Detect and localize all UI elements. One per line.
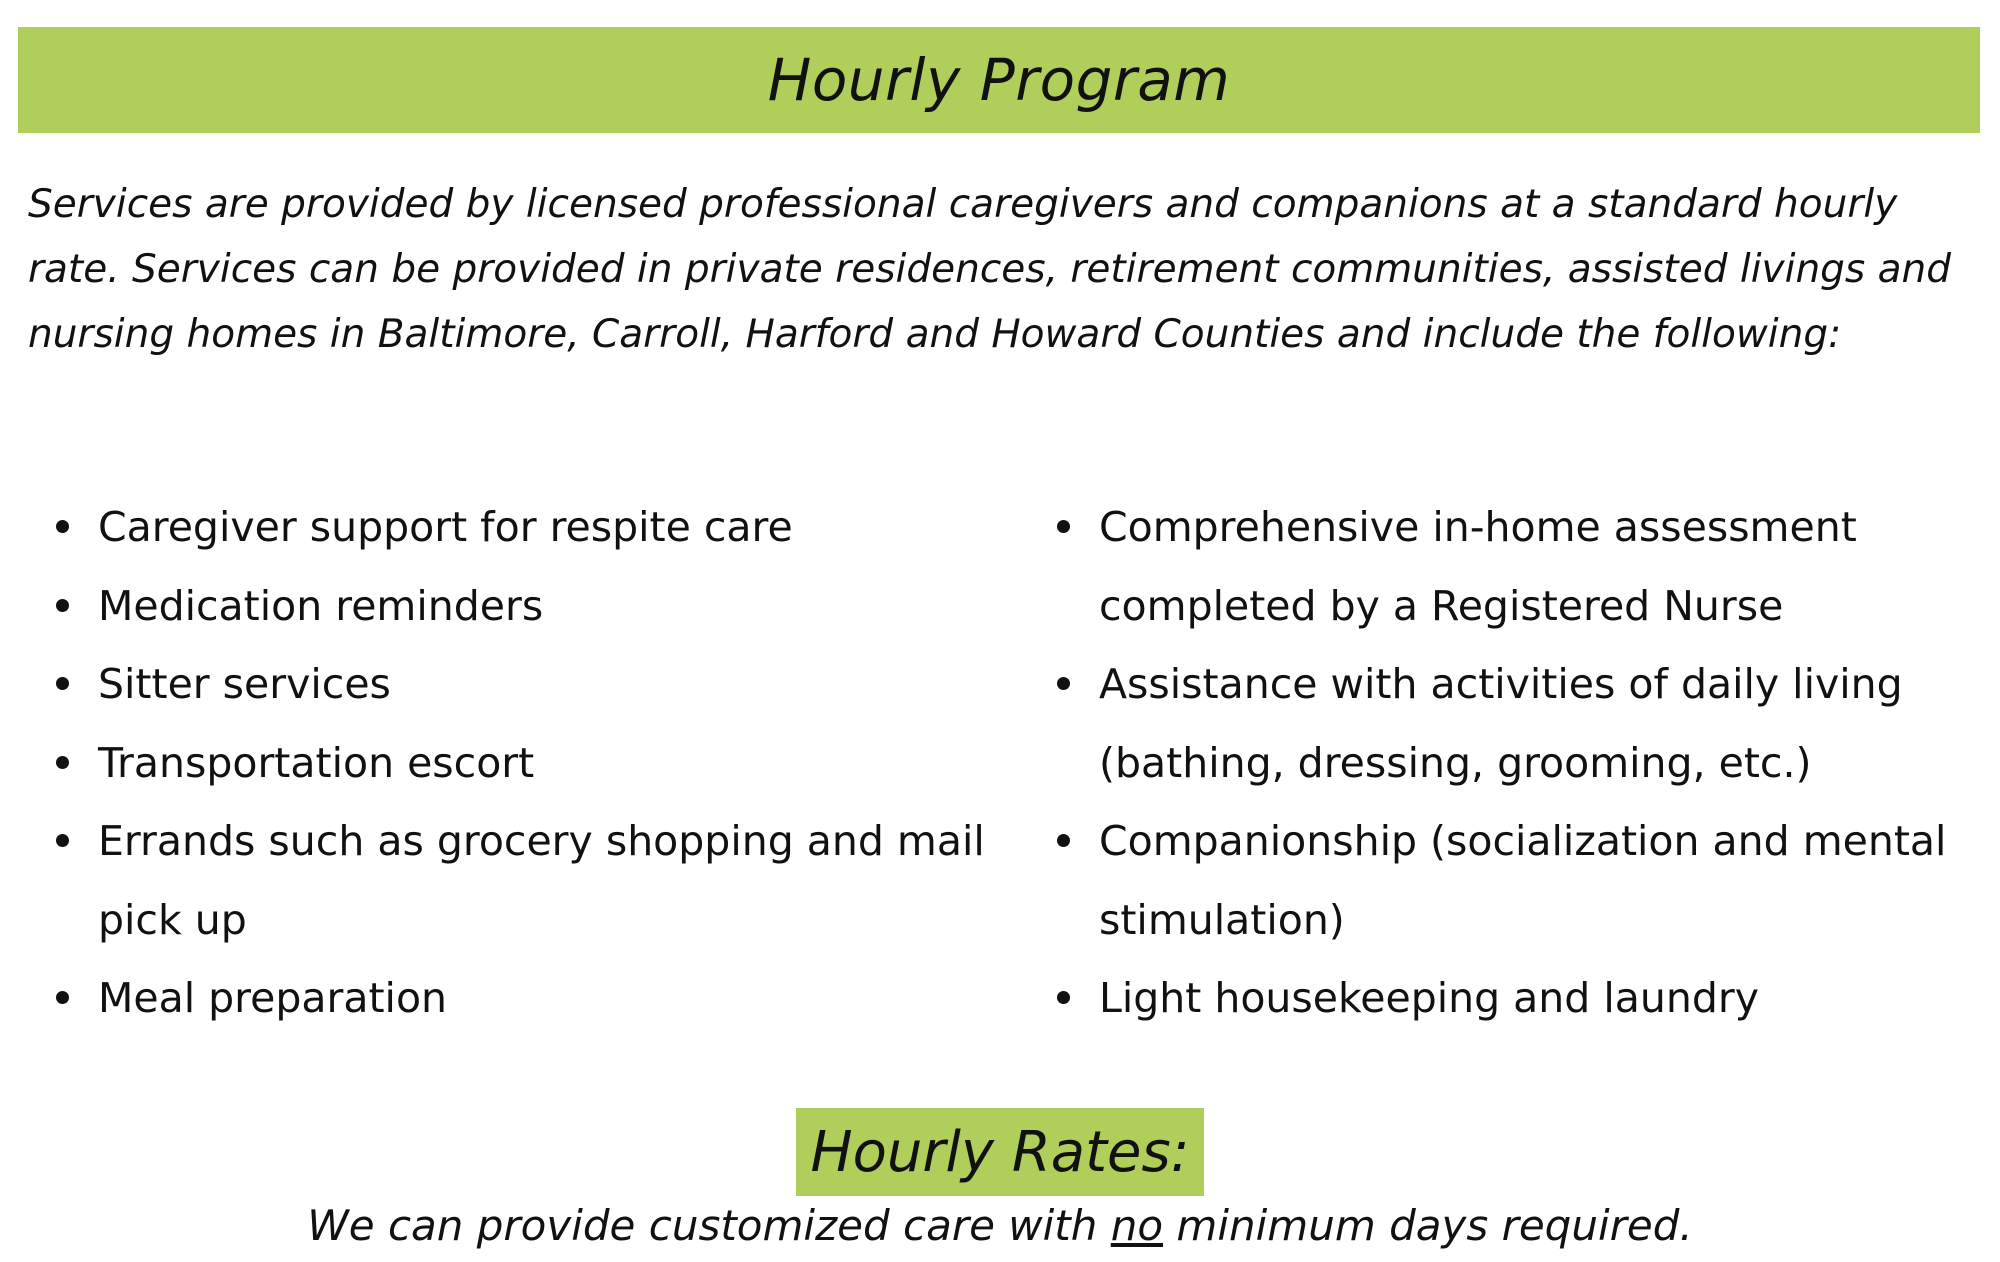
bullet-icon	[56, 991, 69, 1004]
bullet-icon	[1057, 520, 1070, 533]
list-item-text: Meal preparation	[98, 974, 448, 1022]
rates-note-end: minimum days required.	[1163, 1201, 1693, 1250]
rates-heading-wrap	[0, 1108, 2000, 1196]
services-list-left	[54, 488, 1004, 1038]
rates-note-emphasis: no	[1110, 1201, 1164, 1250]
bullet-icon	[56, 756, 69, 769]
rates-note-start: We can provide customized care with	[307, 1201, 1111, 1250]
bullet-icon	[56, 677, 69, 690]
list-item-text: Light housekeeping and laundry	[1099, 974, 1759, 1022]
list-item-text: Errands such as grocery shopping and mail pick up	[98, 817, 985, 944]
list-item	[54, 959, 1004, 1038]
page-title: Hourly Program	[767, 46, 1231, 114]
bullet-icon	[1057, 834, 1070, 847]
bullet-icon	[56, 834, 69, 847]
list-item	[54, 645, 1004, 724]
list-item-text: Sitter services	[98, 660, 391, 708]
list-item-text: Caregiver support for respite care	[98, 503, 793, 551]
list-item	[1055, 959, 1985, 1038]
list-item-text: Medication reminders	[98, 581, 544, 630]
bullet-icon	[1057, 991, 1070, 1004]
list-item-text: Companionship (socialization and mental stimulation)	[1099, 817, 1947, 944]
list-item-text: Transportation escort	[98, 738, 535, 787]
rates-heading: Hourly Rates:	[796, 1108, 1203, 1196]
intro-paragraph: Services are provided by licensed professional caregivers and companions at a standard hourly rate. Services can be provided in private residences, retirement communities, assisted livings and nursing homes in Baltimore, Carroll, Harford and Howard Counties and include the following:	[28, 182, 1952, 357]
title-banner	[18, 27, 1980, 133]
list-item	[1055, 645, 1985, 802]
list-item	[54, 802, 1004, 959]
rates-note	[0, 1198, 2000, 1254]
services-list-right	[1055, 488, 1985, 1038]
bullet-icon	[56, 520, 69, 533]
list-item	[1055, 488, 1985, 645]
list-item-text: Comprehensive in-home assessment completed by a Registered Nurse	[1099, 503, 1857, 630]
list-item	[54, 567, 1004, 646]
bullet-icon	[1057, 677, 1070, 690]
list-item-text: Assistance with activities of daily living (bathing, dressing, grooming, etc.)	[1099, 660, 1903, 787]
list-item	[1055, 802, 1985, 959]
list-item	[54, 724, 1004, 803]
list-item	[54, 488, 1004, 567]
bullet-icon	[56, 599, 69, 612]
